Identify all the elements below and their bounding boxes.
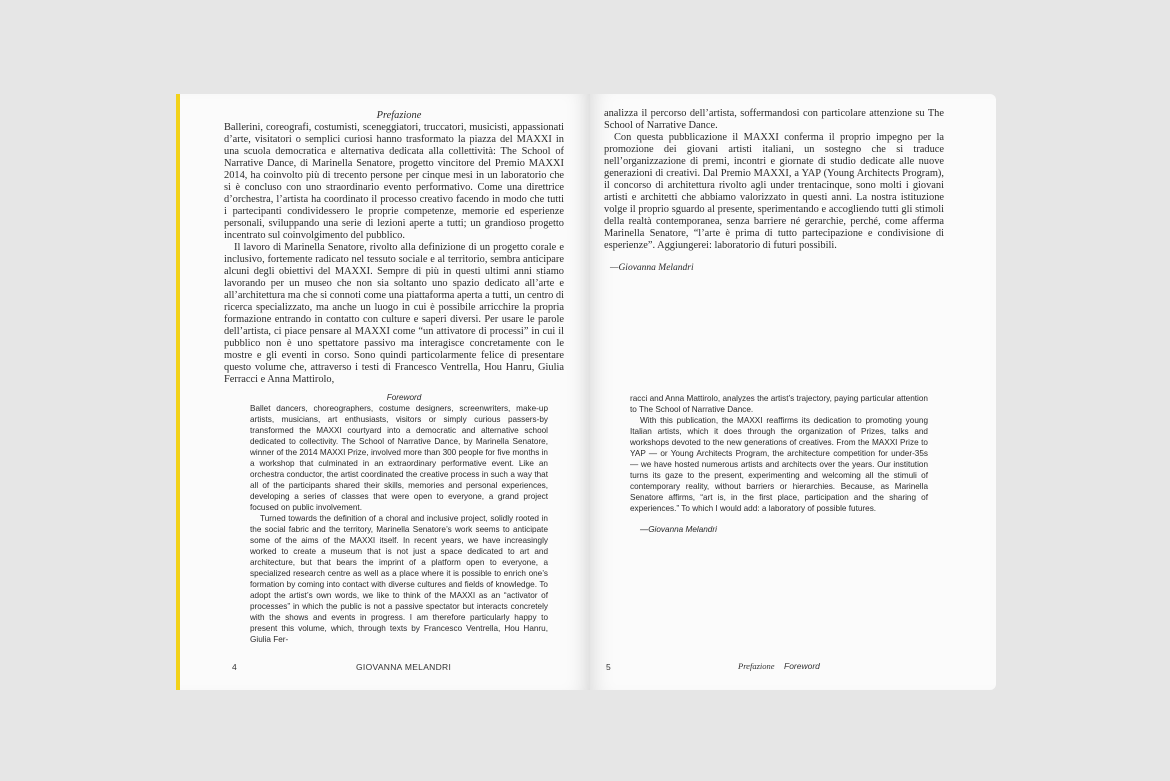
running-head-italian: Prefazione: [738, 661, 775, 671]
italian-paragraph-1: Ballerini, coreografi, costumisti, sceneggiatori, truccatori, musicisti, appassionati d’arte, visitatori o semplici curiosi hanno trasformato la piazza del MAXXI in una scuola democratica e alternativa dedicata alla collettività: The School of Narrative Dance, di Marinella Senatore, progetto vincitore del Premio MAXXI 2014, ha coinvolto più di trecento persone per cinque mesi in un laboratorio che si è concluso con uno straordinario evento performativo. Come una direttrice d’orchestra, l’artista ha coordinato il processo creativo facendo in modo che tutti i partecipanti condividessero le proprie competenze, memorie ed esperienze personali, sviluppando una serie di lezioni aperte a tutti; un grandioso progetto incentrato sul coinvolgimento del pubblico.: [224, 122, 564, 241]
italian-heading: Prefazione: [376, 110, 422, 121]
english-text-block: [250, 392, 548, 645]
english-paragraph-2: Turned towards the definition of a choral and inclusive project, solidly rooted in the social fabric and the territory, Marinella Senatore’s work seems to anticipate some of the aims of the MAXXI itself. In recent years, we have increasingly worked to create a museum that is not just a space dedicated to art and architecture, but that bears the imprint of a platform open to everyone, a specialized research centre as well as a place where it is possible to enrich one’s formation by coming into contact with diverse cultures and fields of knowledge. To adopt the artist’s own words, we like to think of the MAXXI as an “activator of processes” in which the public is not a passive spectator but interacts concretely with the shows and events in progress. I am therefore particularly happy to present this volume, which, through texts by Francesco Ventrella, Hou Hanru, Giulia Fer-: [250, 514, 548, 644]
open-book: [176, 94, 998, 690]
page-number-right: 5: [606, 662, 611, 672]
italian-paragraph-3: Con questa pubblicazione il MAXXI conferma il proprio impegno per la promozione dei giovani artisti italiani, un sostegno che si traduce nell’organizzazione di premi, incontri e giornate di studio dedicate alle nuove generazioni di creativi. Dal Premio MAXXI, a YAP (Young Architects Program), il concorso di architettura rivolto agli under trentacinque, sono molti i giovani artisti e architetti che abbiamo valorizzato in questi anni. La nostra istituzione volge il proprio sguardo al presente, sperimentando e accogliendo tutti gli stimoli della realtà contemporanea, senza barriere né gerarchie, perché, come afferma Marinella Senatore, “l’arte è prima di tutto partecipazione e condivisione di esperienze”. Aggiungerei: laboratorio di futuri possibili.: [604, 132, 944, 251]
english-paragraph-continued: racci and Anna Mattirolo, analyzes the artist’s trajectory, paying particular attention to The School of Narrative Dance.: [630, 394, 928, 414]
running-head-author: GIOVANNA MELANDRI: [356, 662, 452, 672]
english-paragraph-3: With this publication, the MAXXI reaffirms its dedication to promoting young Italian artists, which it does through the organization of Prizes, talks and workshops devoted to the new generations of creatives. From the MAXXI Prize to YAP — or Young Architects Program, the architecture competition for under-35s — we have hosted numerous artists and architects over the years. Our institution turns its gaze to the present, experimenting and welcoming all the stimuli of contemporary reality, without barriers or hierarchies. Because, as Marinella Senatore affirms, “art is, in the first place, participation and the sharing of experiences.” To which I would add: a laboratory of possible futures.: [630, 416, 928, 513]
english-text-block-continued: [630, 393, 928, 535]
right-page: [590, 94, 996, 690]
english-heading: Foreword: [386, 393, 422, 402]
italian-signature: —Giovanna Melandri: [610, 263, 694, 273]
running-head-english: Foreword: [784, 661, 820, 671]
page-number-left: 4: [232, 662, 237, 672]
english-paragraph-1: Ballet dancers, choreographers, costume designers, screenwriters, make-up artists, musicians, art enthusiasts, visitors or simply curious passers-by transformed the MAXXI courtyard into a democratic and alternative school dedicated to collectivity. The School of Narrative Dance, by Marinella Senatore, winner of the 2014 MAXXI Prize, involved more than 300 people for five months in a workshop that culminated in an extraordinary performative event. Like an orchestra conductor, the artist coordinated the creative process in such a way that all of the participants shared their skills, memories and personal experiences, developing a series of classes that were open to everyone, a grand project focused on public involvement.: [250, 404, 548, 512]
italian-text-block-continued: [604, 108, 944, 274]
italian-paragraph-2: Il lavoro di Marinella Senatore, rivolto alla definizione di un progetto corale e inclusivo, fortemente radicato nel tessuto sociale e al territorio, sembra anticipare alcuni degli obiettivi del MAXXI. Sempre di più in questi ultimi anni stiamo lavorando per un museo che non sia soltanto uno spazio dedicato all’arte e all’architettura ma che si connoti come una piattaforma aperta a tutti, un centro di ricerca specializzato, ma anche un luogo in cui è possibile arricchire la propria formazione entrando in contatto con culture e saperi diversi. Per usare le parole dell’artista, ci piace pensare al MAXXI come “un attivatore di processi” in cui il pubblico non è uno spettatore passivo ma interagisce concretamente con le mostre e gli eventi in corso. Sono quindi particolarmente felice di presentare questo volume che, attraverso i testi di Francesco Ventrella, Hou Hanru, Giulia Ferracci e Anna Mattirolo,: [224, 242, 564, 385]
italian-paragraph-continued: analizza il percorso dell’artista, soffermandosi con particolare attenzione su The School of Narrative Dance.: [604, 108, 944, 131]
italian-text-block: [224, 110, 564, 386]
english-signature: —Giovanna Melandri: [640, 525, 717, 534]
left-page: [180, 94, 590, 690]
